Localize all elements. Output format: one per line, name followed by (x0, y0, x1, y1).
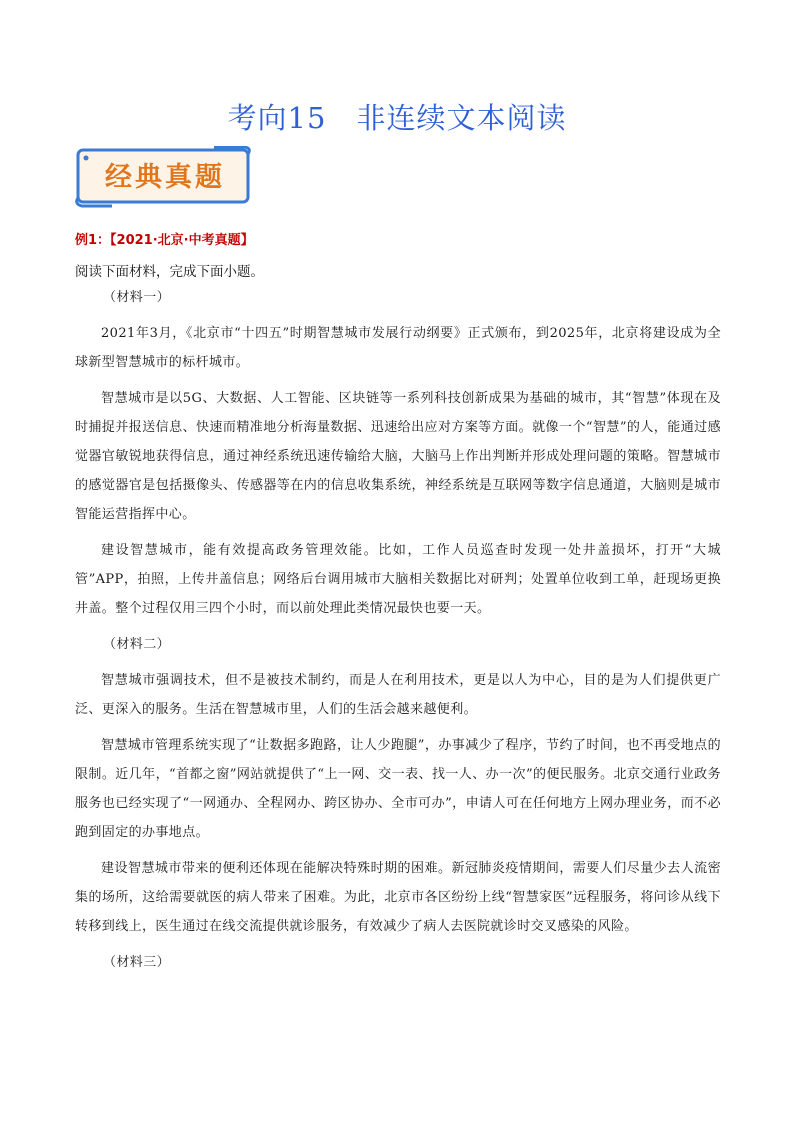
instruction: 阅读下面材料，完成下面小题。 (75, 264, 264, 280)
material-label: （材料三） (103, 955, 171, 970)
material-label: （材料二） (103, 637, 171, 652)
paragraph: 建设智慧城市带来的便利还体现在能解决特殊时期的困难。新冠肺炎疫情期间，需要人们尽量少去人流密集的场所，这给需要就医的病人带来了困难。为此，北京市各区纷纷上线“智慧家医”远程服务，将问诊从线下转移到线上，医生通过在线交流提供就诊服务，有效减少了病人去医院就诊时交叉感染的风险。 (75, 861, 721, 934)
paragraph: 智慧城市管理系统实现了“让数据多跑路，让人少跑腿”，办事减少了程序，节约了时间，也不再受地点的限制。近几年，“首都之窗”网站就提供了“上一网、交一表、找一人、办一次”的便民服务。北京交通行业政务服务也已经实现了“一网通办、全程网办、跨区协办、全市可办”，申请人可在任何地方上网办理业务，而不必跑到固定的办事地点。 (75, 738, 721, 840)
badge-label: 经典真题 (105, 162, 225, 193)
title-part2: 非连续文本阅读 (356, 101, 567, 135)
example-header (75, 229, 254, 248)
paragraph: 智慧城市是以5G、大数据、人工智能、区块链等一系列科技创新成果为基础的城市，其“智慧”体现在及时捕捉并报送信息、快速而精准地分析海量数据、迅速给出应对方案等方面。就像一个“智慧”的人，能通过感觉器官敏锐地获得信息，通过神经系统迅速传输给大脑，大脑马上作出判断并形成处理问题的策略。智慧城市的感觉器官是包括摄像头、传感器等在内的信息收集系统，神经系统是互联网等数字信息通道，大脑则是城市智能运营指挥中心。 (75, 391, 721, 522)
materials-body (75, 283, 721, 984)
paragraph: 建设智慧城市，能有效提高政务管理效能。比如，工作人员巡查时发现一处井盖损坏，打开“大城管”APP，拍照，上传井盖信息；网络后台调用城市大脑相关数据比对研判；处置单位收到工单，赶现场更换井盖。整个过程仅用三四个小时，而以前处理此类情况最快也要一天。 (75, 543, 721, 616)
material-label: （材料一） (103, 290, 171, 305)
section-badge (72, 146, 254, 208)
example-source: 【2021·北京·中考真题】 (110, 233, 254, 248)
example-prefix: 例1： (75, 233, 111, 248)
paragraph: 2021年3月，《北京市“十四五”时期智慧城市发展行动纲要》正式颁布，到2025年，北京将建设成为全球新型智慧城市的标杆城市。 (75, 326, 721, 370)
page-title (0, 96, 794, 137)
title-part1: 考向15 (227, 101, 327, 135)
paragraph: 智慧城市强调技术，但不是被技术制约，而是人在利用技术，更是以人为中心，目的是为人们提供更广泛、更深入的服务。生活在智慧城市里，人们的生活会越来越便利。 (75, 673, 721, 717)
